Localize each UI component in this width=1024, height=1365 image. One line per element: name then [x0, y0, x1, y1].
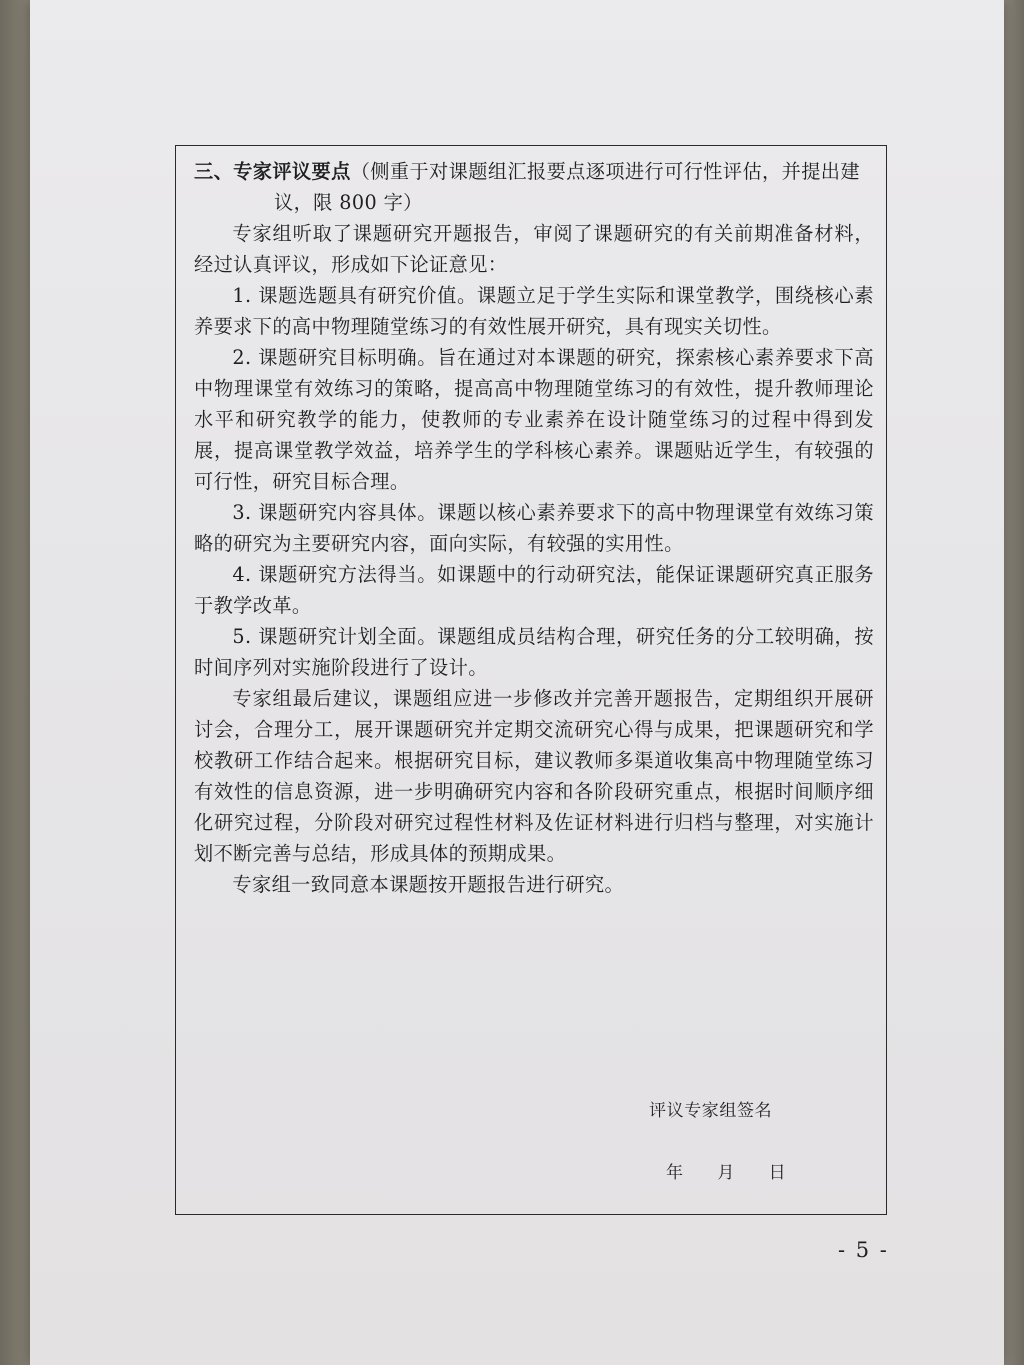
opinion-item-3: 3. 课题研究内容具体。课题以核心素养要求下的高中物理课堂有效练习策略的研究为主要研究内容，面向实际，有较强的实用性。: [194, 501, 874, 555]
signature-label: 评议专家组签名: [649, 1101, 773, 1121]
date-day-label: 日: [768, 1163, 787, 1183]
review-content: [194, 156, 874, 900]
section-heading-note: （侧重于对课题组汇报要点逐项进行可行性评估，并提出建: [350, 160, 860, 183]
date-year-label: 年: [666, 1163, 684, 1183]
section-heading-note-continued: 议，限 800 字）: [274, 191, 423, 214]
desk-background-right: [1002, 0, 1024, 1365]
section-heading: [194, 156, 874, 187]
page-number: - 5 -: [838, 1238, 889, 1262]
opinion-item-4: 4. 课题研究方法得当。如课题中的行动研究法，能保证课题研究真正服务于教学改革。: [194, 563, 874, 617]
desk-background-left: [0, 0, 34, 1365]
review-box: [175, 145, 887, 1215]
date-month-label: 月: [717, 1163, 735, 1183]
date-line: [666, 1158, 786, 1183]
section-heading-title: 三、专家评议要点: [194, 160, 351, 183]
opinion-item-5: 5. 课题研究计划全面。课题组成员结构合理，研究任务的分工较明确，按时间序列对实施阶段进行了设计。: [194, 625, 874, 679]
intro-paragraph: 专家组听取了课题研究开题报告，审阅了课题研究的有关前期准备材料，经过认真评议，形成如下论证意见：: [194, 222, 874, 276]
opinion-item-2: 2. 课题研究目标明确。旨在通过对本课题的研究，探索核心素养要求下高中物理课堂有效练习的策略，提高高中物理随堂练习的有效性，提升教师理论水平和研究教学的能力，使教师的专业素养在设计随堂练习的过程中得到发展，提高课堂教学效益，培养学生的学科核心素养。课题贴近学生，有较强的可行性，研究目标合理。: [194, 346, 874, 493]
suggestion-paragraph: 专家组最后建议，课题组应进一步修改并完善开题报告，定期组织开展研讨会，合理分工，展开课题研究并定期交流研究心得与成果，把课题研究和学校教研工作结合起来。根据研究目标，建议教师多渠道收集高中物理随堂练习有效性的信息资源，进一步明确研究内容和各阶段研究重点，根据时间顺序细化研究过程，分阶段对研究过程性材料及佐证材料进行归档与整理，对实施计划不断完善与总结，形成具体的预期成果。: [194, 687, 874, 865]
conclusion-paragraph: 专家组一致同意本课题按开题报告进行研究。: [232, 873, 625, 896]
document-page: [30, 0, 1004, 1365]
opinion-item-1: 1. 课题选题具有研究价值。课题立足于学生实际和课堂教学，围绕核心素养要求下的高中物理随堂练习的有效性展开研究，具有现实关切性。: [194, 284, 874, 338]
